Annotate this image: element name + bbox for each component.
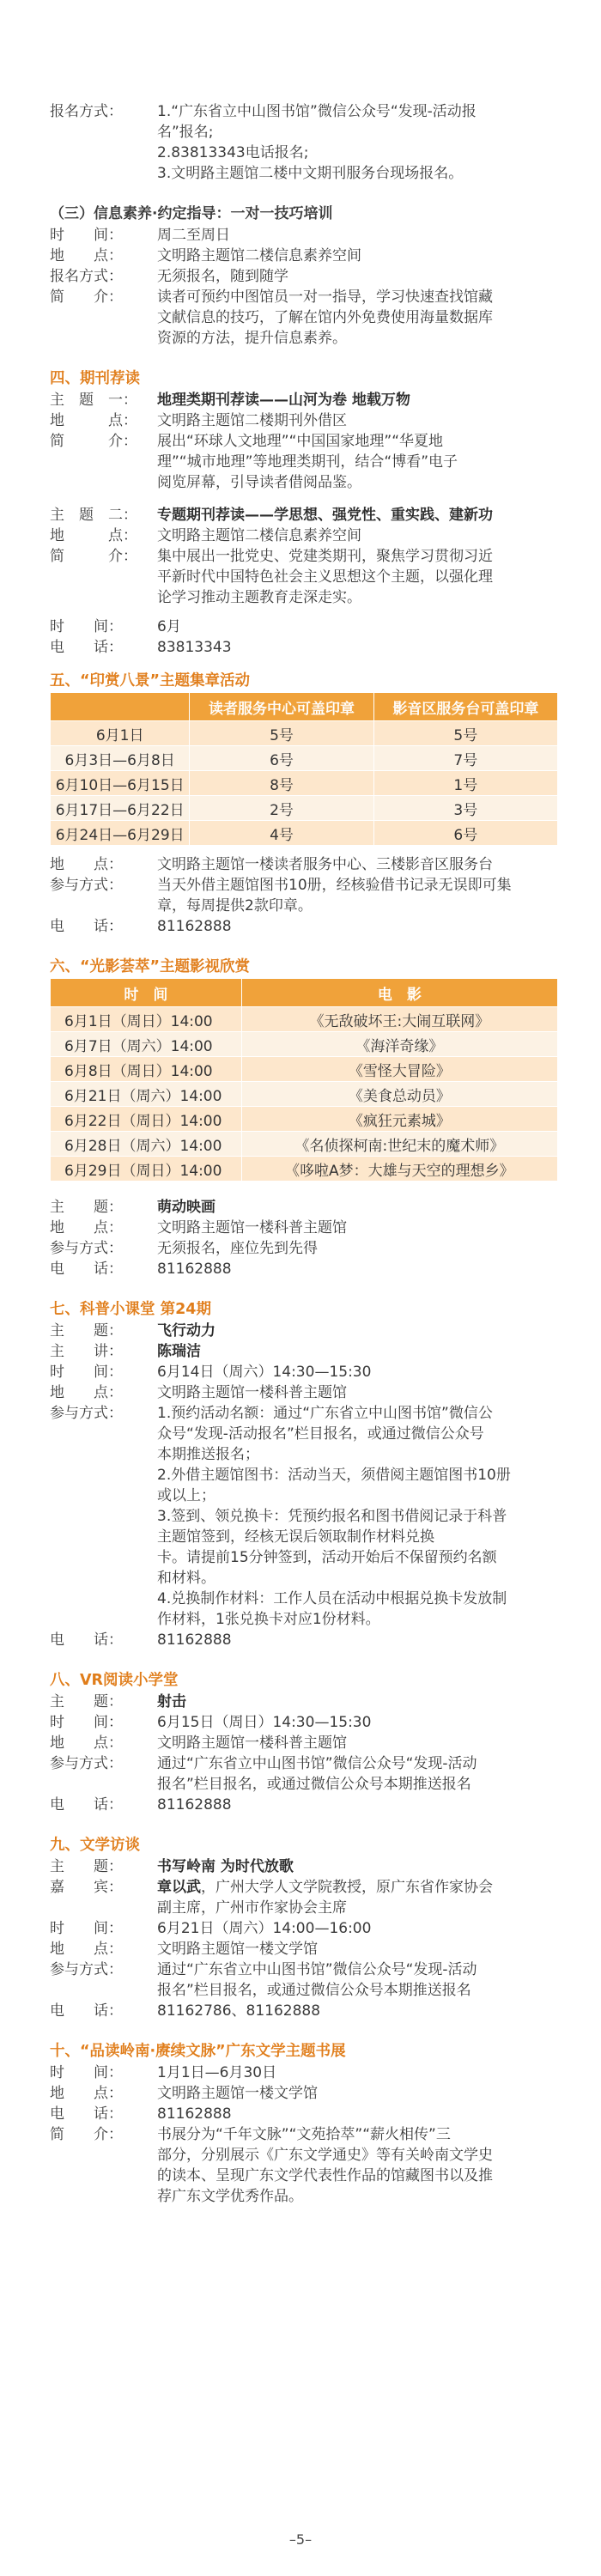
value-line: 81162888 xyxy=(157,1261,232,1278)
value-line: 本期推送报名； xyxy=(157,1446,259,1463)
field-label: 地 点： xyxy=(50,247,123,264)
info-literacy-heading: （三）信息素养·约定指导：一对一技巧培训 xyxy=(50,205,333,222)
value-line: 章，每周提供2款印章。 xyxy=(157,897,313,914)
value-line: 展出“环球人文地理”“中国国家地理”“华夏地 xyxy=(157,433,444,450)
table-cell: 6月17日—6月22日 xyxy=(51,796,190,821)
value-line: 飞行动力 xyxy=(157,1322,216,1340)
table-cell: 《疯狂元素城》 xyxy=(241,1107,557,1132)
table-row xyxy=(51,1057,558,1082)
table-row xyxy=(51,796,558,821)
value-line: 无须报名，随到随学 xyxy=(157,268,288,285)
field-value xyxy=(157,854,565,875)
table-cell: 《海洋奇缘》 xyxy=(241,1032,557,1057)
spacer xyxy=(50,846,565,854)
field-value xyxy=(157,2063,565,2083)
field-label: 主 题： xyxy=(50,1693,123,1710)
field-label: 参与方式： xyxy=(50,1961,123,1978)
table-cell: 6月1日（周日）14:00 xyxy=(51,1007,242,1032)
table-cell: 3号 xyxy=(373,796,557,821)
field-label: 参与方式： xyxy=(50,877,123,894)
value-line: 报名”栏目报名，或通过微信公众号本期推送报名 xyxy=(157,1776,471,1793)
table-cell: 6月21日（周六）14:00 xyxy=(51,1082,242,1107)
section-8-heading: 八、VR阅读小学堂 xyxy=(50,1672,179,1689)
section-9-field xyxy=(50,1918,565,1939)
value-line: 无须报名，座位先到先得 xyxy=(157,1240,318,1257)
value-line: 平新时代中国特色社会主义思想这个主题，以强化理 xyxy=(157,568,493,586)
field-value xyxy=(157,225,565,246)
field-value xyxy=(157,1692,565,1712)
table-row xyxy=(51,721,558,746)
section-7-field xyxy=(50,1403,565,1630)
section-9-field xyxy=(50,1877,565,1918)
theme-1-field xyxy=(50,410,565,431)
stamp-schedule-table xyxy=(50,692,558,846)
table-row xyxy=(51,1007,558,1032)
spacer xyxy=(50,658,565,670)
value-line: 资源的方法，提升信息素养。 xyxy=(157,330,347,347)
section-5-field xyxy=(50,875,565,916)
field-label: 参与方式： xyxy=(50,1755,123,1772)
field-value xyxy=(157,1877,565,1918)
section-10-heading: 十、“品读岭南·赓续文脉”广东文学主题书展 xyxy=(50,2043,346,2060)
value-line: 和材料。 xyxy=(157,1570,216,1587)
value-line: 6月15日（周日）14:30—15:30 xyxy=(157,1714,372,1731)
info-literacy-field xyxy=(50,246,565,266)
spacer xyxy=(50,1650,565,1669)
value-line: 文明路主题馆一楼文学馆 xyxy=(157,2085,318,2102)
section-4-field xyxy=(50,637,565,658)
table-row xyxy=(51,1082,558,1107)
table-header-cell: 时 间 xyxy=(51,979,242,1007)
value-line: 81162888 xyxy=(157,918,232,935)
value-line: 主题馆签到，经核无误后领取制作材料兑换 xyxy=(157,1528,434,1546)
value-line: 1.预约活动名额：通过“广东省立中山图书馆”微信公 xyxy=(157,1405,493,1422)
value-emphasis: 章以武 xyxy=(157,1879,201,1896)
table-cell: 6月28日（周六）14:00 xyxy=(51,1132,242,1157)
value-line: 书展分为“千年文脉”“文苑拾萃”“薪火相传”三 xyxy=(157,2126,451,2143)
field-value xyxy=(157,1918,565,1939)
field-label: 报名方式： xyxy=(50,268,123,285)
field-value xyxy=(157,1238,565,1259)
section-9-field xyxy=(50,1939,565,1959)
field-label: 简 介： xyxy=(50,433,137,450)
field-value xyxy=(157,1795,565,1815)
table-header-cell: 电 影 xyxy=(241,979,557,1007)
table-cell: 7号 xyxy=(373,746,557,771)
table-row xyxy=(51,821,558,846)
table-cell: 1号 xyxy=(373,771,557,796)
value-line: 4.兑换制作材料：工作人员在活动中根据兑换卡发放制 xyxy=(157,1590,507,1607)
field-label: 简 介： xyxy=(50,2126,123,2143)
section-7-field xyxy=(50,1341,565,1362)
field-value xyxy=(157,2104,565,2124)
section-8-field xyxy=(50,1733,565,1753)
field-label: 电 话： xyxy=(50,639,123,656)
section-10-field xyxy=(50,2104,565,2124)
value-line: 83813343 xyxy=(157,639,232,656)
field-label: 主 题 二： xyxy=(50,507,137,524)
field-value xyxy=(157,266,565,287)
info-literacy-field xyxy=(50,287,565,349)
theme-1-field xyxy=(50,431,565,493)
spacer xyxy=(50,493,565,505)
field-label: 主 题 一： xyxy=(50,392,137,409)
value-line: 文明路主题馆一楼科普主题馆 xyxy=(157,1735,347,1752)
field-label: 电 话： xyxy=(50,1796,123,1814)
field-label: 地 点： xyxy=(50,412,137,429)
field-label: 地 点： xyxy=(50,1384,123,1401)
section-5-heading: 五、“印赏八景”主题集章活动 xyxy=(50,672,251,690)
field-value xyxy=(157,1362,565,1382)
section-6-field xyxy=(50,1238,565,1259)
section-8-field xyxy=(50,1692,565,1712)
table-row xyxy=(51,1032,558,1057)
section-4-heading: 四、期刊荐读 xyxy=(50,370,140,387)
field-label: 电 话： xyxy=(50,2105,123,2123)
value-line: 文明路主题馆二楼信息素养空间 xyxy=(157,247,361,264)
field-value xyxy=(157,410,565,431)
value-line: 2.83813343电话报名; xyxy=(157,144,309,161)
value-line: 1.“广东省立中山图书馆”微信公众号“发现-活动报 xyxy=(157,103,477,120)
value-line: 荐广东文学优秀作品。 xyxy=(157,2188,303,2205)
field-value xyxy=(157,2124,565,2207)
section-7-field xyxy=(50,1362,565,1382)
spacer xyxy=(50,1182,565,1197)
section-9-field xyxy=(50,1856,565,1877)
table-cell: 5号 xyxy=(373,721,557,746)
field-label: 简 介： xyxy=(50,548,137,565)
value-line: 文明路主题馆一楼文学馆 xyxy=(157,1941,318,1958)
field-label: 参与方式： xyxy=(50,1405,123,1422)
table-cell: 6月24日—6月29日 xyxy=(51,821,190,846)
value-line: 报名”栏目报名，或通过微信公众号本期推送报名 xyxy=(157,1982,471,1999)
value-line: 卡。请提前15分钟签到，活动开始后不保留预约名额 xyxy=(157,1549,497,1566)
field-value xyxy=(157,390,565,410)
value-line: 部分，分别展示《广东文学通史》等有关岭南文学史 xyxy=(157,2147,493,2164)
field-label: 嘉 宾： xyxy=(50,1879,123,1896)
field-label: 地 点： xyxy=(50,1219,123,1236)
spacer xyxy=(50,1815,565,1834)
field-value xyxy=(157,1197,565,1218)
value-line: 的读本、呈现广东文学代表性作品的馆藏图书以及推 xyxy=(157,2167,493,2184)
field-label: 报名方式： xyxy=(50,103,123,120)
table-cell: 4号 xyxy=(190,821,373,846)
value-line: 当天外借主题馆图书10册，经核验借书记录无误即可集 xyxy=(157,877,512,894)
value-line: 81162888 xyxy=(157,2105,232,2123)
field-value xyxy=(157,1939,565,1959)
table-cell: 《名侦探柯南:世纪末的魔术师》 xyxy=(241,1132,557,1157)
value-line: 文献信息的技巧，了解在馆内外免费使用海量数据库 xyxy=(157,309,493,326)
field-label: 时 间： xyxy=(50,1714,123,1731)
value-line: 通过“广东省立中山图书馆”微信公众号“发现-活动 xyxy=(157,1961,477,1978)
field-value xyxy=(157,505,565,526)
field-label: 电 话： xyxy=(50,2002,123,2020)
value-line: 地理类期刊荐读——山河为卷 地载万物 xyxy=(157,392,410,409)
field-label: 简 介： xyxy=(50,289,123,306)
field-value xyxy=(157,1382,565,1403)
field-value xyxy=(157,2001,565,2021)
value-line: 文明路主题馆二楼期刊外借区 xyxy=(157,412,347,429)
field-label: 时 间： xyxy=(50,1920,123,1937)
movie-schedule-table xyxy=(50,978,558,1182)
value-line: 陈瑞洁 xyxy=(157,1343,201,1360)
spacer xyxy=(50,1279,565,1298)
value-line: 1月1日—6月30日 xyxy=(157,2064,277,2081)
field-value xyxy=(157,1341,565,1362)
table-header-cell: 读者服务中心可盖印章 xyxy=(190,693,373,721)
theme-2-field xyxy=(50,526,565,546)
table-row xyxy=(51,1157,558,1182)
section-10-field xyxy=(50,2063,565,2083)
spacer xyxy=(50,608,565,617)
table-row xyxy=(51,1107,558,1132)
table-header-row xyxy=(51,979,558,1007)
value-line: 文明路主题馆一楼科普主题馆 xyxy=(157,1219,347,1236)
field-value xyxy=(157,617,565,637)
value-line: 作材料，1张兑换卡对应1份材料。 xyxy=(157,1611,380,1628)
theme-1-title xyxy=(50,390,565,410)
field-value xyxy=(157,546,565,608)
value-line: 文明路主题馆一楼读者服务中心、三楼影音区服务台 xyxy=(157,856,493,873)
table-cell: 5号 xyxy=(190,721,373,746)
field-value xyxy=(157,1733,565,1753)
field-label: 主 题： xyxy=(50,1858,123,1875)
field-value xyxy=(157,916,565,937)
table-cell: 6月8日（周日）14:00 xyxy=(51,1057,242,1082)
info-literacy-field xyxy=(50,266,565,287)
value-line: 副主席，广州市作家协会主席 xyxy=(157,1899,347,1917)
table-cell: 《雪怪大冒险》 xyxy=(241,1057,557,1082)
section-8-field xyxy=(50,1753,565,1795)
section-4-field xyxy=(50,617,565,637)
table-cell: 6月10日—6月15日 xyxy=(51,771,190,796)
value-line: 萌动映画 xyxy=(157,1199,216,1216)
section-7-field xyxy=(50,1321,565,1341)
section-9-field xyxy=(50,2001,565,2021)
table-cell: 《美食总动员》 xyxy=(241,1082,557,1107)
value-line: 81162888 xyxy=(157,1631,232,1649)
spacer xyxy=(50,184,565,203)
value-line: 论学习推动主题教育走深走实。 xyxy=(157,589,361,606)
value-line: 射击 xyxy=(157,1693,186,1710)
theme-2-title xyxy=(50,505,565,526)
field-value xyxy=(157,287,565,349)
value-line: 书写岭南 为时代放歌 xyxy=(157,1858,294,1875)
table-cell: 《哆啦A梦：大雄与天空的理想乡》 xyxy=(241,1157,557,1182)
field-label: 时 间： xyxy=(50,1364,123,1381)
value-line: 专题期刊荐读——学思想、强党性、重实践、建新功 xyxy=(157,507,493,524)
field-label: 地 点： xyxy=(50,856,123,873)
value-line: 文明路主题馆二楼信息素养空间 xyxy=(157,527,361,544)
table-cell: 8号 xyxy=(190,771,373,796)
value-line: 理”“城市地理”等地理类期刊，结合“博看”电子 xyxy=(157,453,458,471)
value-line: 文明路主题馆一楼科普主题馆 xyxy=(157,1384,347,1401)
field-value xyxy=(157,101,565,184)
table-header-cell: 影音区服务台可盖印章 xyxy=(373,693,557,721)
section-7-field xyxy=(50,1382,565,1403)
table-row xyxy=(51,771,558,796)
value-line: 6月14日（周六）14:30—15:30 xyxy=(157,1364,372,1381)
spacer xyxy=(50,349,565,368)
value-line: 6月21日（周六）14:00—16:00 xyxy=(157,1920,372,1937)
table-row xyxy=(51,746,558,771)
table-cell: 6号 xyxy=(190,746,373,771)
section-10-field xyxy=(50,2124,565,2207)
theme-2-field xyxy=(50,546,565,608)
field-label: 地 点： xyxy=(50,1735,123,1752)
table-cell: 6月22日（周日）14:00 xyxy=(51,1107,242,1132)
field-value xyxy=(157,1959,565,2001)
section-7-field xyxy=(50,1630,565,1650)
value-line: 读者可预约中图馆员一对一指导，学习快速查找馆藏 xyxy=(157,289,493,306)
document-content xyxy=(50,101,565,2207)
section-6-field xyxy=(50,1259,565,1279)
section-8-field xyxy=(50,1795,565,1815)
section-9-heading: 九、文学访谈 xyxy=(50,1837,140,1854)
value-line: 81162786、81162888 xyxy=(157,2002,321,2020)
field-label: 电 话： xyxy=(50,918,123,935)
table-row xyxy=(51,1132,558,1157)
table-cell: 6月7日（周六）14:00 xyxy=(51,1032,242,1057)
section-5-field xyxy=(50,854,565,875)
field-value xyxy=(157,637,565,658)
table-cell: 6号 xyxy=(373,821,557,846)
field-value xyxy=(157,431,565,493)
field-label: 电 话： xyxy=(50,1631,123,1649)
spacer xyxy=(50,937,565,956)
value-line: 章以武，广州大学人文学院教授，原广东省作家协会 xyxy=(157,1879,493,1896)
field-label: 地 点： xyxy=(50,527,137,544)
signup-method xyxy=(50,101,565,184)
field-value xyxy=(157,1259,565,1279)
value-line: 或以上； xyxy=(157,1487,216,1504)
table-cell: 2号 xyxy=(190,796,373,821)
spacer xyxy=(50,2021,565,2040)
table-cell: 《无敌破坏王:大闹互联网》 xyxy=(241,1007,557,1032)
value-line: 2.外借主题馆图书：活动当天，须借阅主题馆图书10册 xyxy=(157,1467,511,1484)
field-value xyxy=(157,2083,565,2104)
section-7-heading: 七、科普小课堂 第24期 xyxy=(50,1301,211,1318)
field-label: 时 间： xyxy=(50,227,123,244)
value-line: 众号“发现-活动报名”栏目报名，或通过微信公众号 xyxy=(157,1425,484,1443)
field-label: 电 话： xyxy=(50,1261,123,1278)
section-6-field xyxy=(50,1197,565,1218)
section-8-field xyxy=(50,1712,565,1733)
table-cell: 6月3日—6月8日 xyxy=(51,746,190,771)
section-6-heading: 六、“光影荟萃”主题影视欣赏 xyxy=(50,958,251,975)
field-value xyxy=(157,1630,565,1650)
table-header-cell xyxy=(51,693,190,721)
field-value xyxy=(157,1403,565,1630)
field-label: 主 讲： xyxy=(50,1343,123,1360)
page-number: –5– xyxy=(288,2531,313,2548)
field-value xyxy=(157,526,565,546)
field-value xyxy=(157,246,565,266)
field-label: 地 点： xyxy=(50,1941,123,1958)
value-line: 81162888 xyxy=(157,1796,232,1814)
value-line: 阅览屏幕，引导读者借阅品鉴。 xyxy=(157,474,361,491)
field-label: 参与方式： xyxy=(50,1240,123,1257)
field-value xyxy=(157,875,565,916)
field-label: 时 间： xyxy=(50,2064,123,2081)
field-value xyxy=(157,1712,565,1733)
section-9-field xyxy=(50,1959,565,2001)
field-value xyxy=(157,1321,565,1341)
section-10-field xyxy=(50,2083,565,2104)
section-6-field xyxy=(50,1218,565,1238)
table-cell: 6月29日（周日）14:00 xyxy=(51,1157,242,1182)
value-line: 集中展出一批党史、党建类期刊，聚焦学习贯彻习近 xyxy=(157,548,493,565)
value-line: 通过“广东省立中山图书馆”微信公众号“发现-活动 xyxy=(157,1755,477,1772)
value-line: 周二至周日 xyxy=(157,227,230,244)
field-label: 主 题： xyxy=(50,1322,123,1340)
field-label: 时 间： xyxy=(50,618,123,635)
value-line: 3.文明路主题馆二楼中文期刊服务台现场报名。 xyxy=(157,165,464,182)
value-line: 名”报名; xyxy=(157,124,214,141)
value-line: 6月 xyxy=(157,618,181,635)
field-value xyxy=(157,1218,565,1238)
value-line: 3.签到、领兑换卡：凭预约报名和图书借阅记录于科普 xyxy=(157,1508,507,1525)
info-literacy-field xyxy=(50,225,565,246)
table-cell: 6月1日 xyxy=(51,721,190,746)
table-header-row xyxy=(51,693,558,721)
section-5-field xyxy=(50,916,565,937)
field-label: 地 点： xyxy=(50,2085,123,2102)
field-label: 主 题： xyxy=(50,1199,123,1216)
field-value xyxy=(157,1856,565,1877)
field-value xyxy=(157,1753,565,1795)
